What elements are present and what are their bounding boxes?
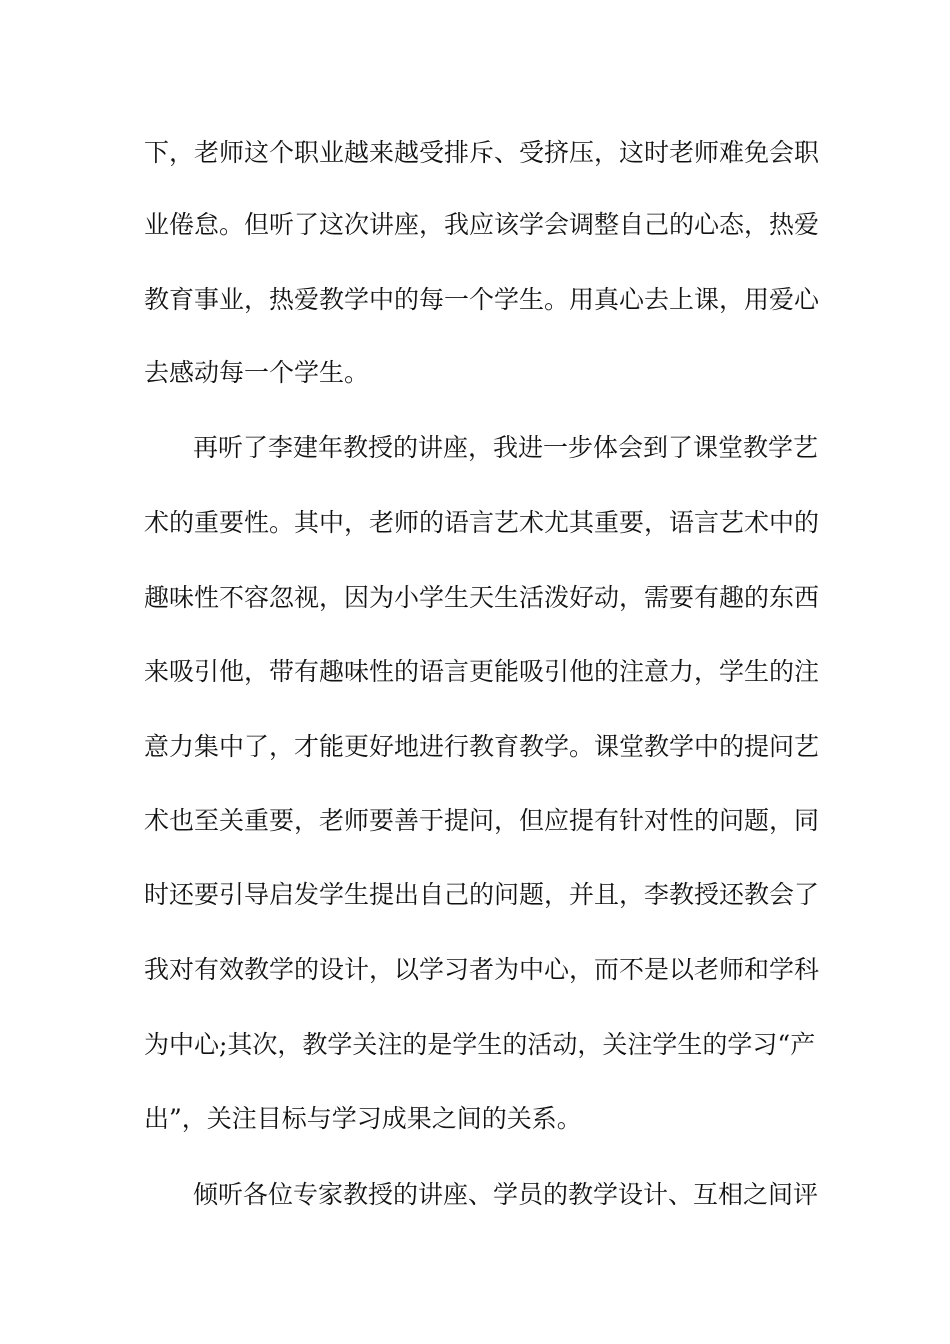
text-line-8: 来吸引他，带有趣味性的语言更能吸引他的注意力，学生的注: [144, 657, 820, 686]
text-line-4: 去感动每一个学生。: [144, 358, 370, 387]
text-line-7: 趣味性不容忽视，因为小学生天生活泼好动，需要有趣的东西: [144, 583, 820, 612]
text-line-1: 下，老师这个职业越来越受排斥、受挤压，这时老师难免会职: [144, 138, 820, 167]
text-line-13: 为中心;其次，教学关注的是学生的活动，关注学生的学习“产: [144, 1030, 816, 1059]
text-line-9: 意力集中了，才能更好地进行教育教学。课堂教学中的提问艺: [144, 732, 820, 761]
text-line-6: 术的重要性。其中，老师的语言艺术尤其重要，语言艺术中的: [144, 508, 820, 537]
paragraph-start-line-2: 倾听各位专家教授的讲座、学员的教学设计、互相之间评: [193, 1180, 819, 1209]
paragraph-start-line: 再听了李建年教授的讲座，我进一步体会到了课堂教学艺: [193, 433, 819, 462]
text-line-2: 业倦怠。但听了这次讲座，我应该学会调整自己的心态，热爱: [144, 210, 820, 239]
text-line-12: 我对有效教学的设计，以学习者为中心，而不是以老师和学科: [144, 955, 820, 984]
text-line-3: 教育事业，热爱教学中的每一个学生。用真心去上课，用爱心: [144, 285, 820, 314]
text-line-10: 术也至关重要，老师要善于提问，但应提有针对性的问题，同: [144, 806, 820, 835]
text-line-11: 时还要引导启发学生提出自己的问题，并且，李教授还教会了: [144, 880, 820, 909]
text-line-14: 出”，关注目标与学习成果之间的关系。: [144, 1104, 582, 1133]
